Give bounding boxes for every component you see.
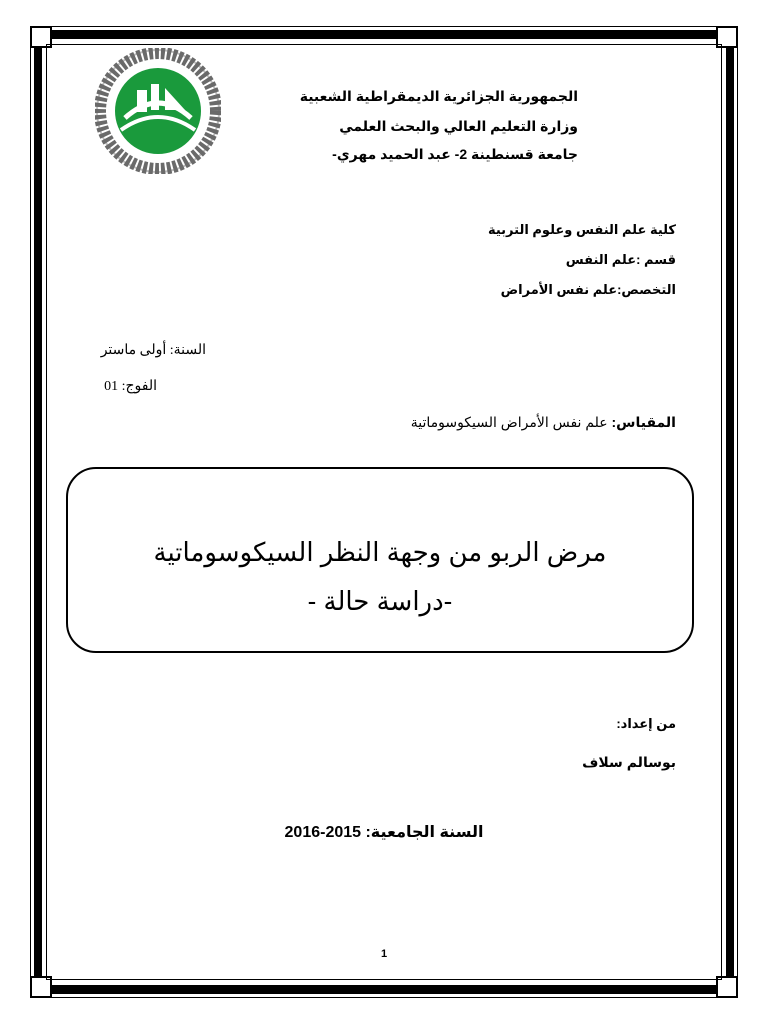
academic-year: السنة الجامعية: 2015-2016 bbox=[284, 824, 484, 841]
border-bar-top bbox=[40, 30, 728, 39]
border-bar-bottom bbox=[40, 985, 728, 994]
university-seal-icon bbox=[95, 48, 221, 174]
specialty-name: التخصص:علم نفس الأمراض bbox=[500, 282, 676, 297]
module-value: علم نفس الأمراض السيكوسوماتية bbox=[410, 414, 612, 430]
faculty-name: كلية علم النفس وعلوم التربية bbox=[487, 222, 676, 237]
border-bar-right bbox=[726, 36, 734, 988]
university-title: جامعة قسنطينة 2- عبد الحميد مهري- bbox=[332, 146, 578, 162]
module-label: المقياس: bbox=[611, 414, 676, 430]
study-year: السنة: أولى ماستر bbox=[100, 343, 206, 358]
author-name: بوسالم سلاف bbox=[582, 754, 676, 770]
study-group: الفوج: 01 bbox=[104, 379, 157, 394]
module-line bbox=[411, 414, 676, 431]
republic-title: الجمهورية الجزائرية الديمقراطية الشعبية bbox=[299, 88, 578, 104]
page-number: 1 bbox=[380, 948, 388, 960]
prepared-by-label: من إعداد: bbox=[616, 716, 676, 731]
research-subtitle: -دراسة حالة - bbox=[307, 586, 453, 616]
department-name: قسم :علم النفس bbox=[565, 252, 676, 267]
border-bar-left bbox=[34, 36, 42, 988]
title-box bbox=[66, 467, 694, 653]
research-title: مرض الربو من وجهة النظر السيكوسوماتية bbox=[153, 537, 607, 567]
ministry-title: وزارة التعليم العالي والبحث العلمي bbox=[339, 118, 578, 134]
